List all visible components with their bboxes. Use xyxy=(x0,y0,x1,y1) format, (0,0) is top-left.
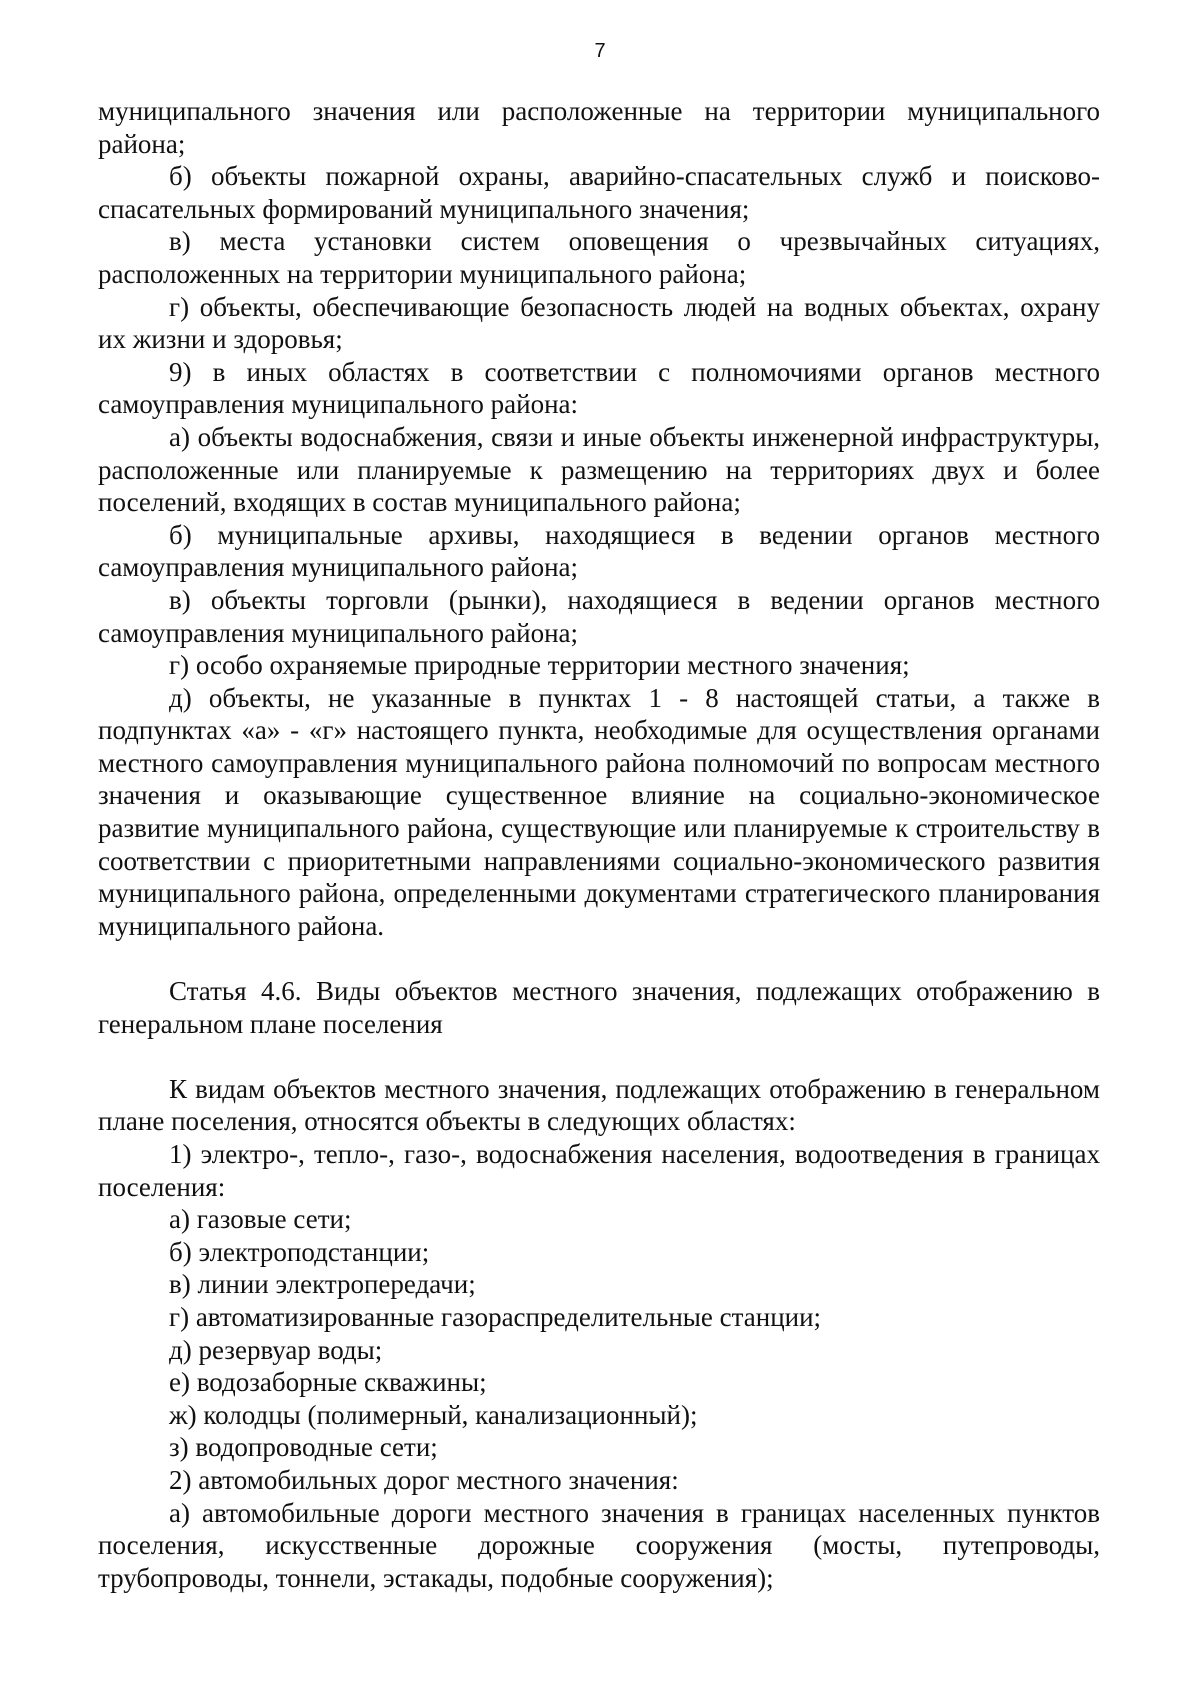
paragraph: 1) электро-, тепло-, газо-, водоснабжения населения, водоотведения в границах поселения: xyxy=(98,1139,1100,1202)
paragraph: б) объекты пожарной охраны, аварийно-спасательных служб и поисково-спасательных формирований муниципального значения; xyxy=(98,161,1100,224)
list-item: в) линии электропередачи; xyxy=(169,1269,476,1300)
list-item: д) резервуар воды; xyxy=(169,1334,383,1365)
list-item: е) водозаборные скважины; xyxy=(169,1367,487,1398)
spacer xyxy=(98,942,1100,975)
paragraph: б) муниципальные архивы, находящиеся в ведении органов местного самоуправления муниципального района; xyxy=(98,519,1100,583)
list-item: г) автоматизированные газораспределительные станции; xyxy=(169,1301,822,1332)
article-heading: Статья 4.6. Виды объектов местного значения, подлежащих отображению в генеральном плане поселения xyxy=(98,976,1100,1039)
paragraph: в) места установки систем оповещения о чрезвычайных ситуациях, расположенных на территории муниципального района; xyxy=(98,226,1100,289)
paragraph: г) особо охраняемые природные территории местного значения; xyxy=(169,650,910,681)
document-body xyxy=(98,95,1100,1594)
page-number: 7 xyxy=(594,40,606,62)
list-item: ж) колодцы (полимерный, канализационный); xyxy=(169,1399,698,1430)
paragraph: К видам объектов местного значения, подлежащих отображению в генеральном плане поселения, относятся объекты в следующих областях: xyxy=(98,1073,1100,1137)
paragraph: 9) в иных областях в соответствии с полномочиями органов местного самоуправления муниципального района: xyxy=(98,356,1100,420)
spacer xyxy=(98,1040,1100,1073)
paragraph: г) объекты, обеспечивающие безопасность людей на водных объектах, охрану их жизни и здоровья; xyxy=(98,291,1100,355)
paragraph: муниципального значения или расположенные на территории муниципального района; xyxy=(98,96,1100,159)
list-item: а) автомобильные дороги местного значения в границах населенных пунктов поселения, искусственные дорожные сооружения (мосты, путепроводы, трубопроводы, тоннели, эстакады, подобные сооружения); xyxy=(98,1497,1100,1593)
list-item: з) водопроводные сети; xyxy=(169,1432,438,1463)
paragraph: а) объекты водоснабжения, связи и иные объекты инженерной инфраструктуры, расположенные или планируемые к размещению на территориях двух и более поселений, входящих в состав муниципального района; xyxy=(98,421,1100,518)
paragraph: в) объекты торговли (рынки), находящиеся в ведении органов местного самоуправления муниципального района; xyxy=(98,584,1100,648)
list-item: а) газовые сети; xyxy=(169,1204,352,1235)
paragraph: д) объекты, не указанные в пунктах 1 - 8 настоящей статьи, а также в подпунктах «а» - «г» настоящего пункта, необходимые для осуществления органами местного самоуправления муниципального района полномочий по вопросам местного значения и оказывающие существенное влияние на социально-экономическое развитие муниципального района, существующие или планируемые к строительству в соответствии с приоритетными направлениями социально-экономического развития муниципального района, определенными документами стратегического планирования муниципального района. xyxy=(98,682,1100,941)
list-item: б) электроподстанции; xyxy=(169,1236,430,1267)
paragraph: 2) автомобильных дорог местного значения: xyxy=(169,1464,679,1495)
